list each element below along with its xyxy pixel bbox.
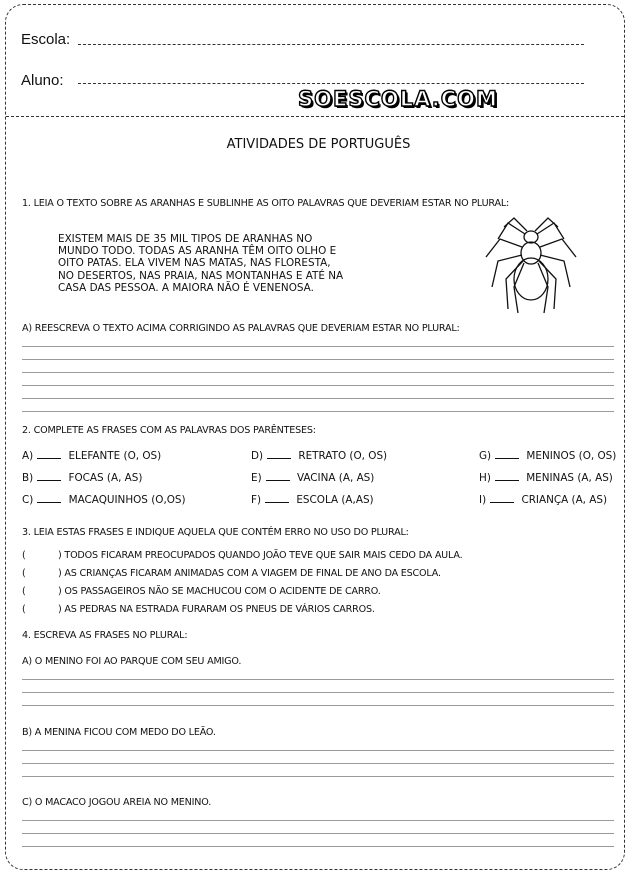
header-divider — [6, 116, 624, 117]
q3-item[interactable] — [22, 586, 381, 597]
question-4a-prompt: A) O MENINO FOI AO PARQUE COM SEU AMIGO. — [22, 656, 242, 667]
writing-line[interactable] — [22, 679, 614, 680]
school-label: Escola: — [21, 31, 71, 48]
item-letter: E) — [251, 472, 262, 484]
checkbox-close: ) — [58, 586, 62, 597]
q2-item-i — [479, 494, 607, 506]
checkbox-close: ) — [58, 550, 62, 561]
student-name-line[interactable] — [78, 83, 584, 84]
question-1a-prompt: A) REESCREVA O TEXTO ACIMA CORRIGINDO AS PALAVRAS QUE DEVERIAM ESTAR NO PLURAL: — [22, 323, 460, 334]
item-letter: C) — [22, 494, 34, 506]
answer-blank[interactable] — [266, 479, 290, 481]
answer-blank[interactable] — [490, 501, 514, 503]
writing-line[interactable] — [22, 846, 614, 847]
writing-line[interactable] — [22, 705, 614, 706]
item-text: VACINA (A, AS) — [296, 472, 375, 484]
spider-icon — [478, 215, 584, 315]
q2-item-d — [251, 450, 387, 462]
answer-blank[interactable] — [267, 457, 291, 459]
writing-line[interactable] — [22, 750, 614, 751]
item-text: ELEFANTE (O, OS) — [68, 450, 162, 462]
item-letter: F) — [251, 494, 262, 506]
item-text: MACAQUINHOS (O,OS) — [68, 494, 186, 506]
passage-line: EXISTEM MAIS DE 35 MIL TIPOS DE ARANHAS NO — [58, 233, 313, 245]
answer-blank[interactable] — [37, 457, 61, 459]
question-4b-prompt: B) A MENINA FICOU COM MEDO DO LEÃO. — [22, 727, 216, 738]
answer-blank[interactable] — [495, 457, 519, 459]
item-text: CRIANÇA (A, AS) — [521, 494, 608, 506]
q2-item-b — [22, 472, 142, 484]
item-text: RETRATO (O, OS) — [298, 450, 388, 462]
q2-item-f — [251, 494, 374, 506]
passage-line: MUNDO TODO. TODAS AS ARANHA TÊM OITO OLHO E — [58, 245, 337, 258]
student-label: Aluno: — [21, 72, 64, 89]
q2-item-g — [479, 450, 616, 462]
question-1-prompt: 1. LEIA O TEXTO SOBRE AS ARANHAS E SUBLINHE AS OITO PALAVRAS QUE DEVERIAM ESTAR NO PLURAL: — [22, 198, 510, 209]
item-text: MENINAS (A, AS) — [526, 472, 613, 484]
question-2-prompt: 2. COMPLETE AS FRASES COM AS PALAVRAS DOS PARÊNTESES: — [22, 425, 316, 436]
checkbox-open: ( — [22, 550, 26, 561]
q3-item-text: AS PEDRAS NA ESTRADA FURARAM OS PNEUS DE VÁRIOS CARROS. — [64, 604, 375, 615]
q3-item[interactable] — [22, 604, 375, 615]
q2-item-e — [251, 472, 374, 484]
writing-line[interactable] — [22, 833, 614, 834]
item-text: ESCOLA (A,AS) — [296, 494, 374, 506]
writing-line[interactable] — [22, 692, 614, 693]
passage-line: NO DESERTOS, NAS PRAIA, NAS MONTANHAS E ATÉ NA — [58, 269, 344, 282]
passage-line: OITO PATAS. ELA VIVEM NAS MATAS, NAS FLORESTA, — [58, 257, 331, 270]
answer-blank[interactable] — [495, 479, 519, 481]
checkbox-open: ( — [22, 586, 26, 597]
answer-blank[interactable] — [37, 479, 61, 481]
item-letter: D) — [251, 450, 264, 462]
writing-line[interactable] — [22, 820, 614, 821]
checkbox-open: ( — [22, 568, 26, 579]
q2-item-h — [479, 472, 613, 484]
question-3-prompt: 3. LEIA ESTAS FRASES E INDIQUE AQUELA QUE CONTÉM ERRO NO USO DO PLURAL: — [22, 527, 409, 538]
worksheet-border — [5, 4, 625, 870]
question-4-prompt: 4. ESCREVA AS FRASES NO PLURAL: — [22, 630, 188, 641]
q3-item[interactable] — [22, 568, 441, 579]
item-text: FOCAS (A, AS) — [68, 472, 143, 484]
item-letter: A) — [22, 450, 34, 462]
item-text: MENINOS (O, OS) — [526, 450, 617, 462]
writing-line[interactable] — [22, 359, 614, 360]
item-letter: G) — [479, 450, 492, 462]
answer-blank[interactable] — [265, 501, 289, 503]
item-letter: H) — [479, 472, 491, 484]
answer-blank[interactable] — [37, 501, 61, 503]
checkbox-open: ( — [22, 604, 26, 615]
question-4c-prompt: C) O MACACO JOGOU AREIA NO MENINO. — [22, 797, 212, 808]
item-letter: B) — [22, 472, 34, 484]
q3-item-text: OS PASSAGEIROS NÃO SE MACHUCOU COM O ACIDENTE DE CARRO. — [64, 586, 381, 597]
writing-line[interactable] — [22, 411, 614, 412]
writing-line[interactable] — [22, 346, 614, 347]
writing-line[interactable] — [22, 385, 614, 386]
checkbox-close: ) — [58, 568, 62, 579]
writing-line[interactable] — [22, 776, 614, 777]
item-letter: I) — [479, 494, 487, 506]
page-title: ATIVIDADES DE PORTUGUÊS — [226, 137, 411, 152]
writing-line[interactable] — [22, 763, 614, 764]
q3-item-text: TODOS FICARAM PREOCUPADOS QUANDO JOÃO TEVE QUE SAIR MAIS CEDO DA AULA. — [64, 550, 463, 561]
passage-line: CASA DAS PESSOA. A MAIORA NÃO É VENENOSA. — [58, 281, 314, 294]
q2-item-c — [22, 494, 186, 506]
school-name-line[interactable] — [78, 44, 584, 45]
q3-item-text: AS CRIANÇAS FICARAM ANIMADAS COM A VIAGEM DE FINAL DE ANO DA ESCOLA. — [64, 568, 441, 579]
writing-line[interactable] — [22, 372, 614, 373]
writing-line[interactable] — [22, 398, 614, 399]
checkbox-close: ) — [58, 604, 62, 615]
soescola-logo: SOESCOLA.COM — [298, 87, 498, 111]
q3-item[interactable] — [22, 550, 462, 561]
q2-item-a — [22, 450, 161, 462]
spider-passage — [58, 233, 378, 294]
